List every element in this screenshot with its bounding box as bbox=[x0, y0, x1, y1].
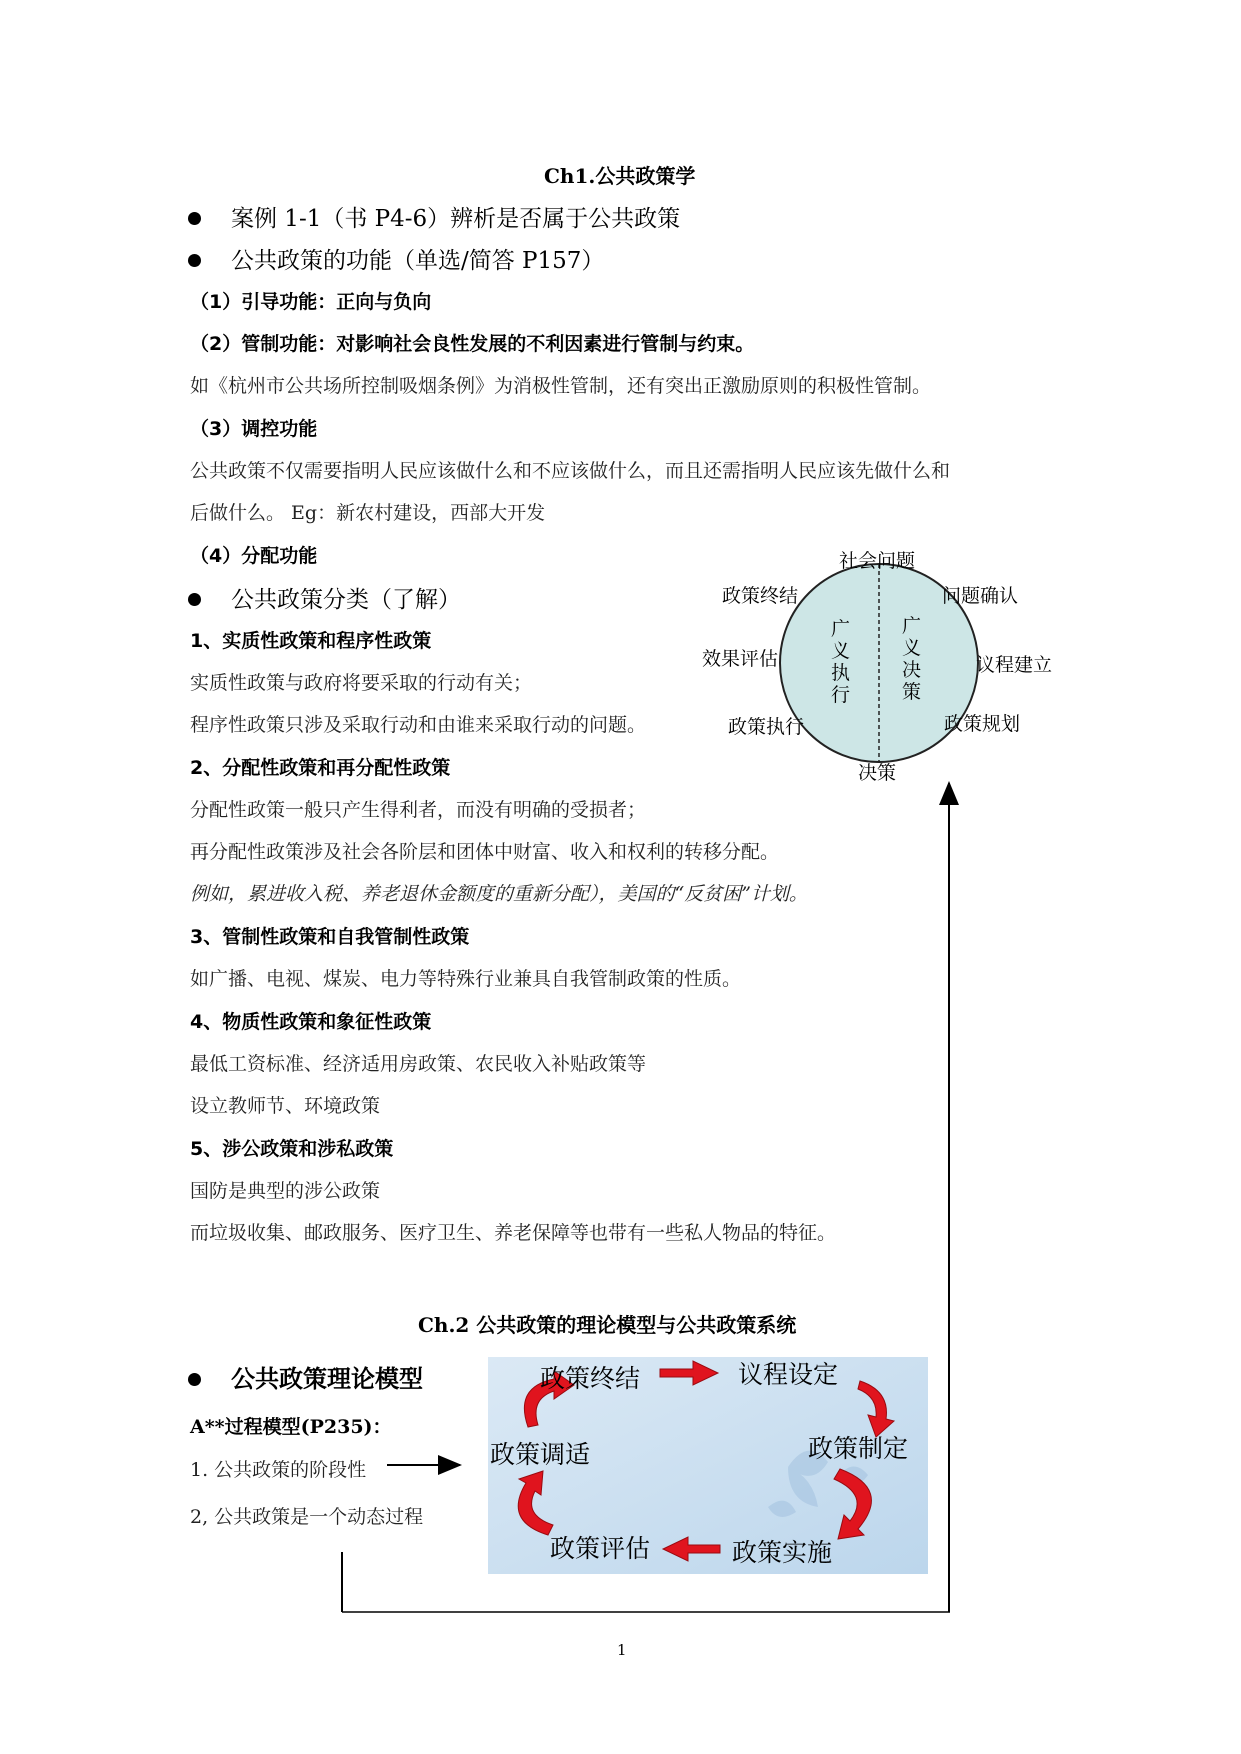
cycle-adjust: 政策调适 bbox=[490, 1440, 591, 1469]
cat2-text3: 例如，累进收入税、养老退休金额度的重新分配），美国的“反贫困”计划。 bbox=[190, 883, 808, 905]
inner-right-4: 策 bbox=[902, 681, 922, 703]
label-policy-terminate: 政策终结 bbox=[722, 585, 799, 607]
cat1-heading: 1、实质性政策和程序性政策 bbox=[190, 630, 432, 652]
cat3-heading: 3、管制性政策和自我管制性政策 bbox=[190, 926, 470, 948]
cat5-text2: 而垃圾收集、邮政服务、医疗卫生、养老保障等也带有一些私人物品的特征。 bbox=[190, 1222, 837, 1244]
point-stage: 1. 公共政策的阶段性 bbox=[190, 1459, 367, 1481]
label-effect-eval: 效果评估 bbox=[702, 648, 779, 670]
inner-left-3: 执 bbox=[831, 662, 851, 684]
label-problem-confirm: 问题确认 bbox=[942, 585, 1019, 607]
cat5-heading: 5、涉公政策和涉私政策 bbox=[190, 1138, 394, 1160]
cycle-evaluate: 政策评估 bbox=[550, 1534, 651, 1563]
inner-right-1: 广 bbox=[902, 615, 922, 637]
cat2-heading: 2、分配性政策和再分配性政策 bbox=[190, 757, 451, 779]
bullet-category-text: 公共政策分类（了解） bbox=[231, 587, 461, 613]
func-control-text2: 后做什么。 Eg：新农村建设，西部大开发 bbox=[190, 502, 546, 524]
cat4-text2: 设立教师节、环境政策 bbox=[190, 1095, 381, 1117]
inner-left-4: 行 bbox=[831, 684, 851, 706]
page-number: 1 bbox=[617, 1641, 627, 1659]
point-dynamic: 2, 公共政策是一个动态过程 bbox=[190, 1506, 424, 1528]
func-control: （3）调控功能 bbox=[190, 418, 318, 440]
label-agenda-build: 议程建立 bbox=[976, 654, 1053, 676]
ch1-title: Ch1.公共政策学 bbox=[544, 164, 696, 188]
bullet-case-text: 案例 1-1（书 P4-6）辨析是否属于公共政策 bbox=[231, 206, 681, 232]
cat4-heading: 4、物质性政策和象征性政策 bbox=[190, 1011, 432, 1033]
label-social-problem: 社会问题 bbox=[839, 550, 916, 572]
inner-right-3: 决 bbox=[902, 659, 922, 681]
func-distribute: （4）分配功能 bbox=[190, 545, 318, 567]
cycle-agenda: 议程设定 bbox=[738, 1360, 839, 1389]
func-regulate: （2）管制功能：对影响社会良性发展的不利因素进行管制与约束。 bbox=[190, 333, 755, 355]
cat2-text2: 再分配性政策涉及社会各阶层和团体中财富、收入和权利的转移分配。 bbox=[190, 841, 780, 863]
label-decision: 决策 bbox=[858, 762, 897, 784]
cat5-text1: 国防是典型的涉公政策 bbox=[190, 1180, 381, 1202]
cat3-text1: 如广播、电视、煤炭、电力等特殊行业兼具自我管制政策的性质。 bbox=[190, 968, 742, 990]
func-regulate-text: 如《杭州市公共场所控制吸烟条例》为消极性管制，还有突出正激励原则的积极性管制。 bbox=[190, 375, 932, 397]
inner-left-1: 广 bbox=[831, 618, 851, 640]
label-policy-plan: 政策规划 bbox=[944, 713, 1021, 735]
label-policy-execute: 政策执行 bbox=[728, 716, 805, 738]
cycle-implement: 政策实施 bbox=[732, 1538, 833, 1567]
bullet-function-text: 公共政策的功能（单选/简答 P157） bbox=[231, 248, 605, 274]
func-control-text1: 公共政策不仅需要指明人民应该做什么和不应该做什么，而且还需指明人民应该先做什么和 bbox=[190, 460, 951, 482]
process-model-label: A**过程模型(P235)： bbox=[190, 1416, 392, 1438]
cycle-terminate: 政策终结 bbox=[540, 1364, 641, 1393]
cat4-text1: 最低工资标准、经济适用房政策、农民收入补贴政策等 bbox=[190, 1053, 647, 1075]
cat1-text2: 程序性政策只涉及采取行动和由谁来采取行动的问题。 bbox=[190, 714, 647, 736]
cat2-text1: 分配性政策一般只产生得利者，而没有明确的受损者； bbox=[190, 799, 647, 821]
inner-right-2: 义 bbox=[902, 637, 922, 659]
policy-cycle-panel bbox=[488, 1357, 928, 1574]
func-guide: （1）引导功能：正向与负向 bbox=[190, 291, 432, 313]
bullet-model-text: 公共政策理论模型 bbox=[231, 1365, 423, 1393]
inner-left-2: 义 bbox=[831, 640, 851, 662]
cat1-text1: 实质性政策与政府将要采取的行动有关； bbox=[190, 672, 533, 694]
cycle-formulate: 政策制定 bbox=[808, 1434, 909, 1463]
ch2-title: Ch.2 公共政策的理论模型与公共政策系统 bbox=[418, 1313, 797, 1337]
